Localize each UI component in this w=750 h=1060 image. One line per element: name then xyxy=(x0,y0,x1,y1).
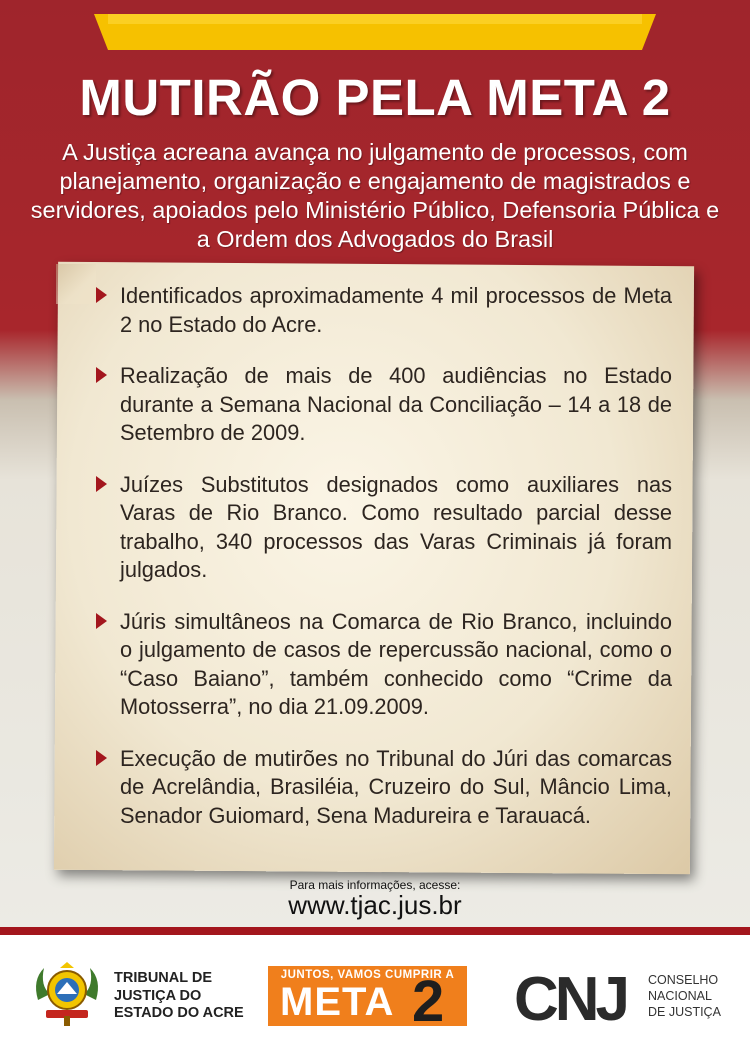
triangle-right-icon xyxy=(96,287,107,303)
cnj-logo-text: CNJ xyxy=(514,966,627,1028)
meta2-logo xyxy=(268,966,467,1034)
cnj-name xyxy=(648,972,748,1020)
tribunal-line: ESTADO DO ACRE xyxy=(114,1005,244,1021)
tribunal-line: TRIBUNAL DE xyxy=(114,970,213,986)
triangle-right-icon xyxy=(96,613,107,629)
meta2-word: META xyxy=(280,980,395,1024)
cnj-logo xyxy=(514,966,638,1028)
tribunal-name xyxy=(114,970,264,1023)
top-ribbon-highlight xyxy=(108,14,642,24)
cnj-line: DE JUSTIÇA xyxy=(648,1005,721,1019)
bullet-text: Júris simultâneos na Comarca de Rio Branco, incluindo o julgamento de casos de repercussão nacional, como o “Caso Baiano”, também conhecido como “Crime da Motosserra”, no dia 21.09.2009. xyxy=(120,608,672,719)
page-subtitle: A Justiça acreana avança no julgamento de processos, com planejamento, organização e engajamento de magistrados e servidores, apoiados pelo Ministério Público, Defensoria Pública e a Ordem dos Advogados do Brasil xyxy=(30,139,720,252)
paper-fold-shade xyxy=(56,264,96,304)
more-info-label: Para mais informações, acesse: xyxy=(289,878,461,892)
bullet-list xyxy=(92,282,672,853)
cnj-line: CONSELHO xyxy=(648,973,719,987)
bullet-text: Execução de mutirões no Tribunal do Júri das comarcas de Acrelândia, Brasiléia, Cruzeiro do Sul, Mâncio Lima, Senador Guiomard, Sena Madureira e Tarauacá. xyxy=(120,745,672,828)
bullet-item xyxy=(92,362,672,448)
bullet-item xyxy=(92,282,672,339)
footer-divider xyxy=(0,927,750,935)
bullet-item xyxy=(92,471,672,585)
page-title: MUTIRÃO PELA META 2 xyxy=(79,69,671,126)
triangle-right-icon xyxy=(96,750,107,766)
bullet-text: Realização de mais de 400 audiências no Estado durante a Semana Nacional da Conciliação – 14 a 18 de Setembro de 2009. xyxy=(120,363,672,445)
bullet-text: Identificados aproximadamente 4 mil processos de Meta 2 no Estado do Acre. xyxy=(120,283,672,337)
meta2-number: 2 xyxy=(412,969,445,1034)
meta2-slogan: JUNTOS, VAMOS CUMPRIR A xyxy=(280,969,455,981)
tribunal-line: JUSTIÇA DO xyxy=(114,987,202,1004)
cnj-line: NACIONAL xyxy=(648,989,712,1003)
coat-of-arms-icon xyxy=(30,960,104,1028)
bullet-text: Juízes Substitutos designados como auxiliares nas Varas de Rio Branco. Como resultado parcial desse trabalho, 340 processos das Varas Criminais já foram julgados. xyxy=(120,471,672,582)
triangle-right-icon xyxy=(96,367,107,383)
bullet-item xyxy=(92,608,672,722)
website-link[interactable]: www.tjac.jus.br xyxy=(288,890,462,920)
triangle-right-icon xyxy=(96,476,107,492)
bullet-item xyxy=(92,745,672,831)
